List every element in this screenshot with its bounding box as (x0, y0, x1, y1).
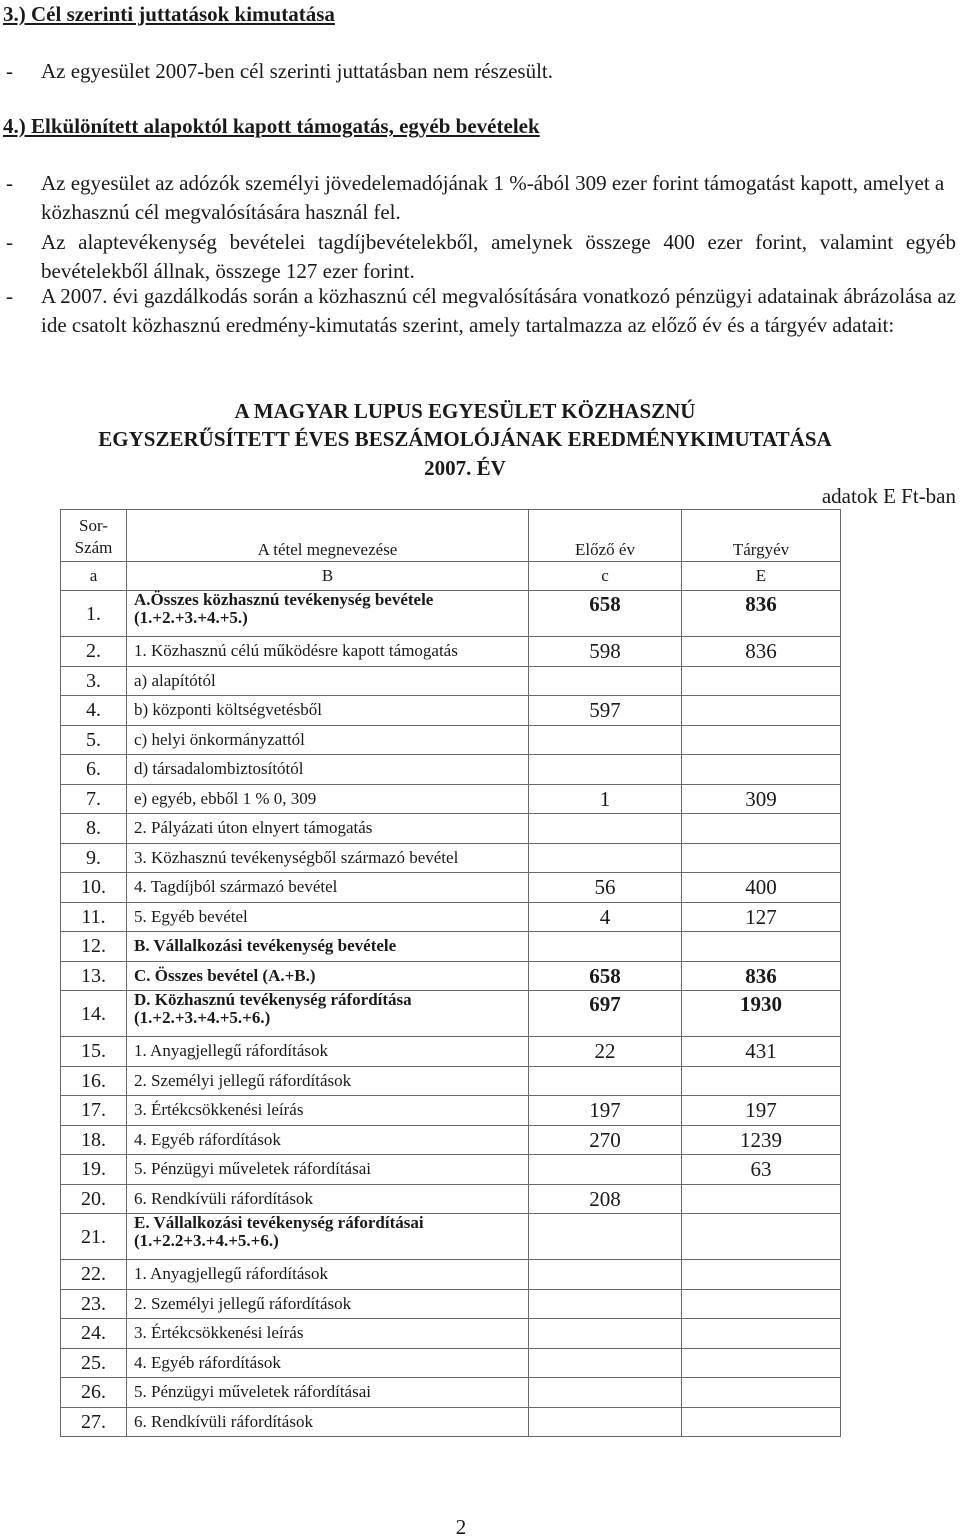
item-name: 3. Közhasznú tevékenységből származó bevétel (134, 847, 459, 867)
previous-year-value (529, 932, 682, 962)
section-4-bullet-2: - Az alaptevékenység bevételei tagdíjbevételekből, amelynek összege 400 ezer forint, valamint egyéb bevételekből állnak, összege 127 ezer forint. (6, 230, 956, 283)
row-number: 6. (61, 755, 127, 785)
table-row (61, 637, 841, 667)
table-row (61, 1289, 841, 1319)
item-name-cell (127, 1066, 529, 1096)
table-row (61, 1214, 841, 1260)
item-name-cell (127, 666, 529, 696)
current-year-value (682, 1348, 841, 1378)
previous-year-value (529, 1407, 682, 1437)
previous-year-value: 697 (529, 991, 682, 1037)
current-year-value: 836 (682, 961, 841, 991)
item-name-cell (127, 1155, 529, 1185)
item-name-cell (127, 696, 529, 726)
table-row (61, 1260, 841, 1290)
previous-year-value: 197 (529, 1096, 682, 1126)
row-number: 21. (61, 1214, 127, 1260)
row-number: 27. (61, 1407, 127, 1437)
item-name: 4. Egyéb ráfordítások (134, 1129, 281, 1149)
item-name-cell (127, 1407, 529, 1437)
previous-year-value (529, 666, 682, 696)
current-year-value (682, 1319, 841, 1349)
report-title-line-2: EGYSZERŰSÍTETT ÉVES BESZÁMOLÓJÁNAK EREDMÉNYKIMUTATÁSA (98, 427, 832, 451)
current-year-value (682, 696, 841, 726)
table-header-row (61, 510, 841, 562)
item-name: c) helyi önkormányzattól (134, 729, 305, 749)
item-name: 5. Pénzügyi műveletek ráfordításai (134, 1382, 371, 1402)
item-name-cell (127, 755, 529, 785)
item-name: 4. Tagdíjból származó bevétel (134, 877, 338, 897)
previous-year-value: 658 (529, 591, 682, 637)
item-name-cell (127, 725, 529, 755)
item-name-cell (127, 991, 529, 1037)
previous-year-value: 597 (529, 696, 682, 726)
previous-year-value (529, 1319, 682, 1349)
table-body (61, 510, 841, 1437)
report-year: 2007. ÉV (424, 456, 506, 480)
item-name-cell (127, 1214, 529, 1260)
section-4-heading: 4.) Elkülönített alapoktól kapott támogatás, egyéb bevételek (3, 114, 540, 138)
previous-year-value: 208 (529, 1184, 682, 1214)
previous-year-value (529, 1155, 682, 1185)
item-name: b) központi költségvetésből (134, 700, 322, 720)
current-year-value (682, 814, 841, 844)
item-name: B. Vállalkozási tevékenység bevétele (134, 936, 397, 956)
income-statement-table (60, 509, 841, 1437)
item-name: C. Összes bevétel (A.+B.) (134, 965, 316, 985)
row-number: 3. (61, 666, 127, 696)
item-name: 5. Pénzügyi műveletek ráfordításai (134, 1159, 371, 1179)
row-number: 5. (61, 725, 127, 755)
table-row (61, 1037, 841, 1067)
section-4-bullet-3: - A 2007. évi gazdálkodás során a közhasznú cél megvalósítására vonatkozó pénzügyi adatainak ábrázolása az ide csatolt közhasznú eredmény-kimutatás szerint, amely tartalmazza az előző év és a tárgyév adatait: (6, 284, 956, 337)
current-year-value (682, 843, 841, 873)
header-sor-line1: Sor- (79, 516, 108, 535)
section-3-heading: 3.) Cél szerinti juttatások kimutatása (3, 2, 335, 26)
previous-year-value (529, 1348, 682, 1378)
item-name-cell (127, 1096, 529, 1126)
item-name: 6. Rendkívüli ráfordítások (134, 1188, 313, 1208)
table-row (61, 591, 841, 637)
item-name: 2. Személyi jellegű ráfordítások (134, 1293, 352, 1313)
row-number: 2. (61, 637, 127, 667)
row-number: 26. (61, 1378, 127, 1408)
header-previous-year: Előző év (529, 510, 682, 562)
row-number: 24. (61, 1319, 127, 1349)
current-year-value: 836 (682, 591, 841, 637)
row-number: 12. (61, 932, 127, 962)
previous-year-value (529, 755, 682, 785)
previous-year-value (529, 1214, 682, 1260)
item-name-cell (127, 1260, 529, 1290)
item-name-cell (127, 1348, 529, 1378)
header-item-name: A tétel megnevezése (127, 510, 529, 562)
row-number: 11. (61, 902, 127, 932)
row-number: 8. (61, 814, 127, 844)
row-number: 14. (61, 991, 127, 1037)
item-name-cell (127, 637, 529, 667)
previous-year-value (529, 1260, 682, 1290)
table-row (61, 961, 841, 991)
item-name: e) egyéb, ebből 1 % 0, 309 (134, 788, 317, 808)
item-name: 4. Egyéb ráfordítások (134, 1352, 281, 1372)
previous-year-value (529, 843, 682, 873)
section-3-bullet: - Az egyesület 2007-ben cél szerinti juttatásban nem részesült. (6, 59, 553, 83)
item-name: 3. Értékcsökkenési leírás (134, 1100, 304, 1120)
current-year-value (682, 1214, 841, 1260)
current-year-value: 1239 (682, 1125, 841, 1155)
item-name-cell (127, 1184, 529, 1214)
previous-year-value (529, 725, 682, 755)
row-number: 13. (61, 961, 127, 991)
current-year-value (682, 1260, 841, 1290)
current-year-value: 1930 (682, 991, 841, 1037)
header-sor-line2: Szám (74, 538, 113, 557)
column-code-row (61, 562, 841, 591)
table-row (61, 814, 841, 844)
current-year-value: 431 (682, 1037, 841, 1067)
item-name: 3. Értékcsökkenési leírás (134, 1323, 304, 1343)
item-name: 1. Közhasznú célú működésre kapott támogatás (134, 641, 458, 661)
current-year-value (682, 1378, 841, 1408)
item-name: 1. Anyagjellegű ráfordítások (134, 1264, 329, 1284)
previous-year-value (529, 814, 682, 844)
table-row (61, 991, 841, 1037)
column-code: a (61, 562, 127, 591)
current-year-value: 836 (682, 637, 841, 667)
row-number: 17. (61, 1096, 127, 1126)
item-name-cell (127, 784, 529, 814)
current-year-value (682, 725, 841, 755)
item-name: 2. Pályázati úton elnyert támogatás (134, 818, 373, 838)
units-note: adatok E Ft-ban (821, 484, 956, 508)
column-code: B (127, 562, 529, 591)
table-row (61, 755, 841, 785)
item-name: 5. Egyéb bevétel (134, 906, 248, 926)
row-number: 23. (61, 1289, 127, 1319)
item-name: 1. Anyagjellegű ráfordítások (134, 1041, 329, 1061)
previous-year-value (529, 1378, 682, 1408)
current-year-value (682, 1184, 841, 1214)
previous-year-value: 1 (529, 784, 682, 814)
item-name: D. Közhasznú tevékenység ráfordítása (134, 990, 412, 1009)
row-number: 1. (61, 591, 127, 637)
report-title-line-1: A MAGYAR LUPUS EGYESÜLET KÖZHASZNÚ (234, 399, 696, 423)
item-name: E. Vállalkozási tevékenység ráfordításai (134, 1213, 424, 1232)
item-name-cell (127, 873, 529, 903)
table-row (61, 1184, 841, 1214)
page-number: 2 (455, 1515, 467, 1539)
item-name-cell (127, 1289, 529, 1319)
item-name-cell (127, 1125, 529, 1155)
item-name-cell (127, 591, 529, 637)
item-name: d) társadalombiztosítótól (134, 759, 304, 779)
table-row (61, 1096, 841, 1126)
table-row (61, 1125, 841, 1155)
previous-year-value: 56 (529, 873, 682, 903)
table-row (61, 1155, 841, 1185)
current-year-value: 400 (682, 873, 841, 903)
row-number: 4. (61, 696, 127, 726)
section-4-bullet-1: - Az egyesület az adózók személyi jövedelemadójának 1 %-ából 309 ezer forint támogatást kapott, amelyet a közhasznú cél megvalósítására használ fel. (6, 171, 945, 224)
current-year-value (682, 932, 841, 962)
item-name-cell (127, 932, 529, 962)
current-year-value: 127 (682, 902, 841, 932)
table-row (61, 1378, 841, 1408)
row-number: 20. (61, 1184, 127, 1214)
table-row (61, 784, 841, 814)
header-current-year: Tárgyév (682, 510, 841, 562)
previous-year-value: 22 (529, 1037, 682, 1067)
row-number: 9. (61, 843, 127, 873)
item-name: 6. Rendkívüli ráfordítások (134, 1411, 313, 1431)
column-code: c (529, 562, 682, 591)
current-year-value: 309 (682, 784, 841, 814)
previous-year-value: 598 (529, 637, 682, 667)
row-number: 19. (61, 1155, 127, 1185)
table-row (61, 1319, 841, 1349)
header-row-number (61, 510, 127, 562)
current-year-value (682, 1289, 841, 1319)
table-row (61, 843, 841, 873)
current-year-value: 197 (682, 1096, 841, 1126)
current-year-value (682, 666, 841, 696)
row-number: 18. (61, 1125, 127, 1155)
item-name-cell (127, 961, 529, 991)
item-name-formula: (1.+2.+3.+4.+5.+6.) (134, 1008, 271, 1027)
table-row (61, 1066, 841, 1096)
item-name-cell (127, 1319, 529, 1349)
current-year-value (682, 1066, 841, 1096)
previous-year-value: 4 (529, 902, 682, 932)
item-name: a) alapítótól (134, 670, 216, 690)
row-number: 10. (61, 873, 127, 903)
table-row (61, 902, 841, 932)
item-name: 2. Személyi jellegű ráfordítások (134, 1070, 352, 1090)
previous-year-value: 658 (529, 961, 682, 991)
row-number: 25. (61, 1348, 127, 1378)
table-row (61, 873, 841, 903)
table-row (61, 666, 841, 696)
row-number: 15. (61, 1037, 127, 1067)
item-name-cell (127, 1378, 529, 1408)
item-name-cell (127, 902, 529, 932)
item-name-cell (127, 1037, 529, 1067)
table-row (61, 1348, 841, 1378)
row-number: 16. (61, 1066, 127, 1096)
current-year-value (682, 1407, 841, 1437)
table-row (61, 932, 841, 962)
previous-year-value (529, 1066, 682, 1096)
item-name-formula: (1.+2.2+3.+4.+5.+6.) (134, 1231, 279, 1250)
item-name-formula: (1.+2.+3.+4.+5.) (134, 608, 248, 627)
item-name-cell (127, 814, 529, 844)
table-row (61, 696, 841, 726)
row-number: 7. (61, 784, 127, 814)
row-number: 22. (61, 1260, 127, 1290)
current-year-value: 63 (682, 1155, 841, 1185)
current-year-value (682, 755, 841, 785)
previous-year-value (529, 1289, 682, 1319)
item-name-cell (127, 843, 529, 873)
table-row (61, 725, 841, 755)
column-code: E (682, 562, 841, 591)
previous-year-value: 270 (529, 1125, 682, 1155)
item-name: A.Összes közhasznú tevékenység bevétele (134, 590, 434, 609)
table-row (61, 1407, 841, 1437)
